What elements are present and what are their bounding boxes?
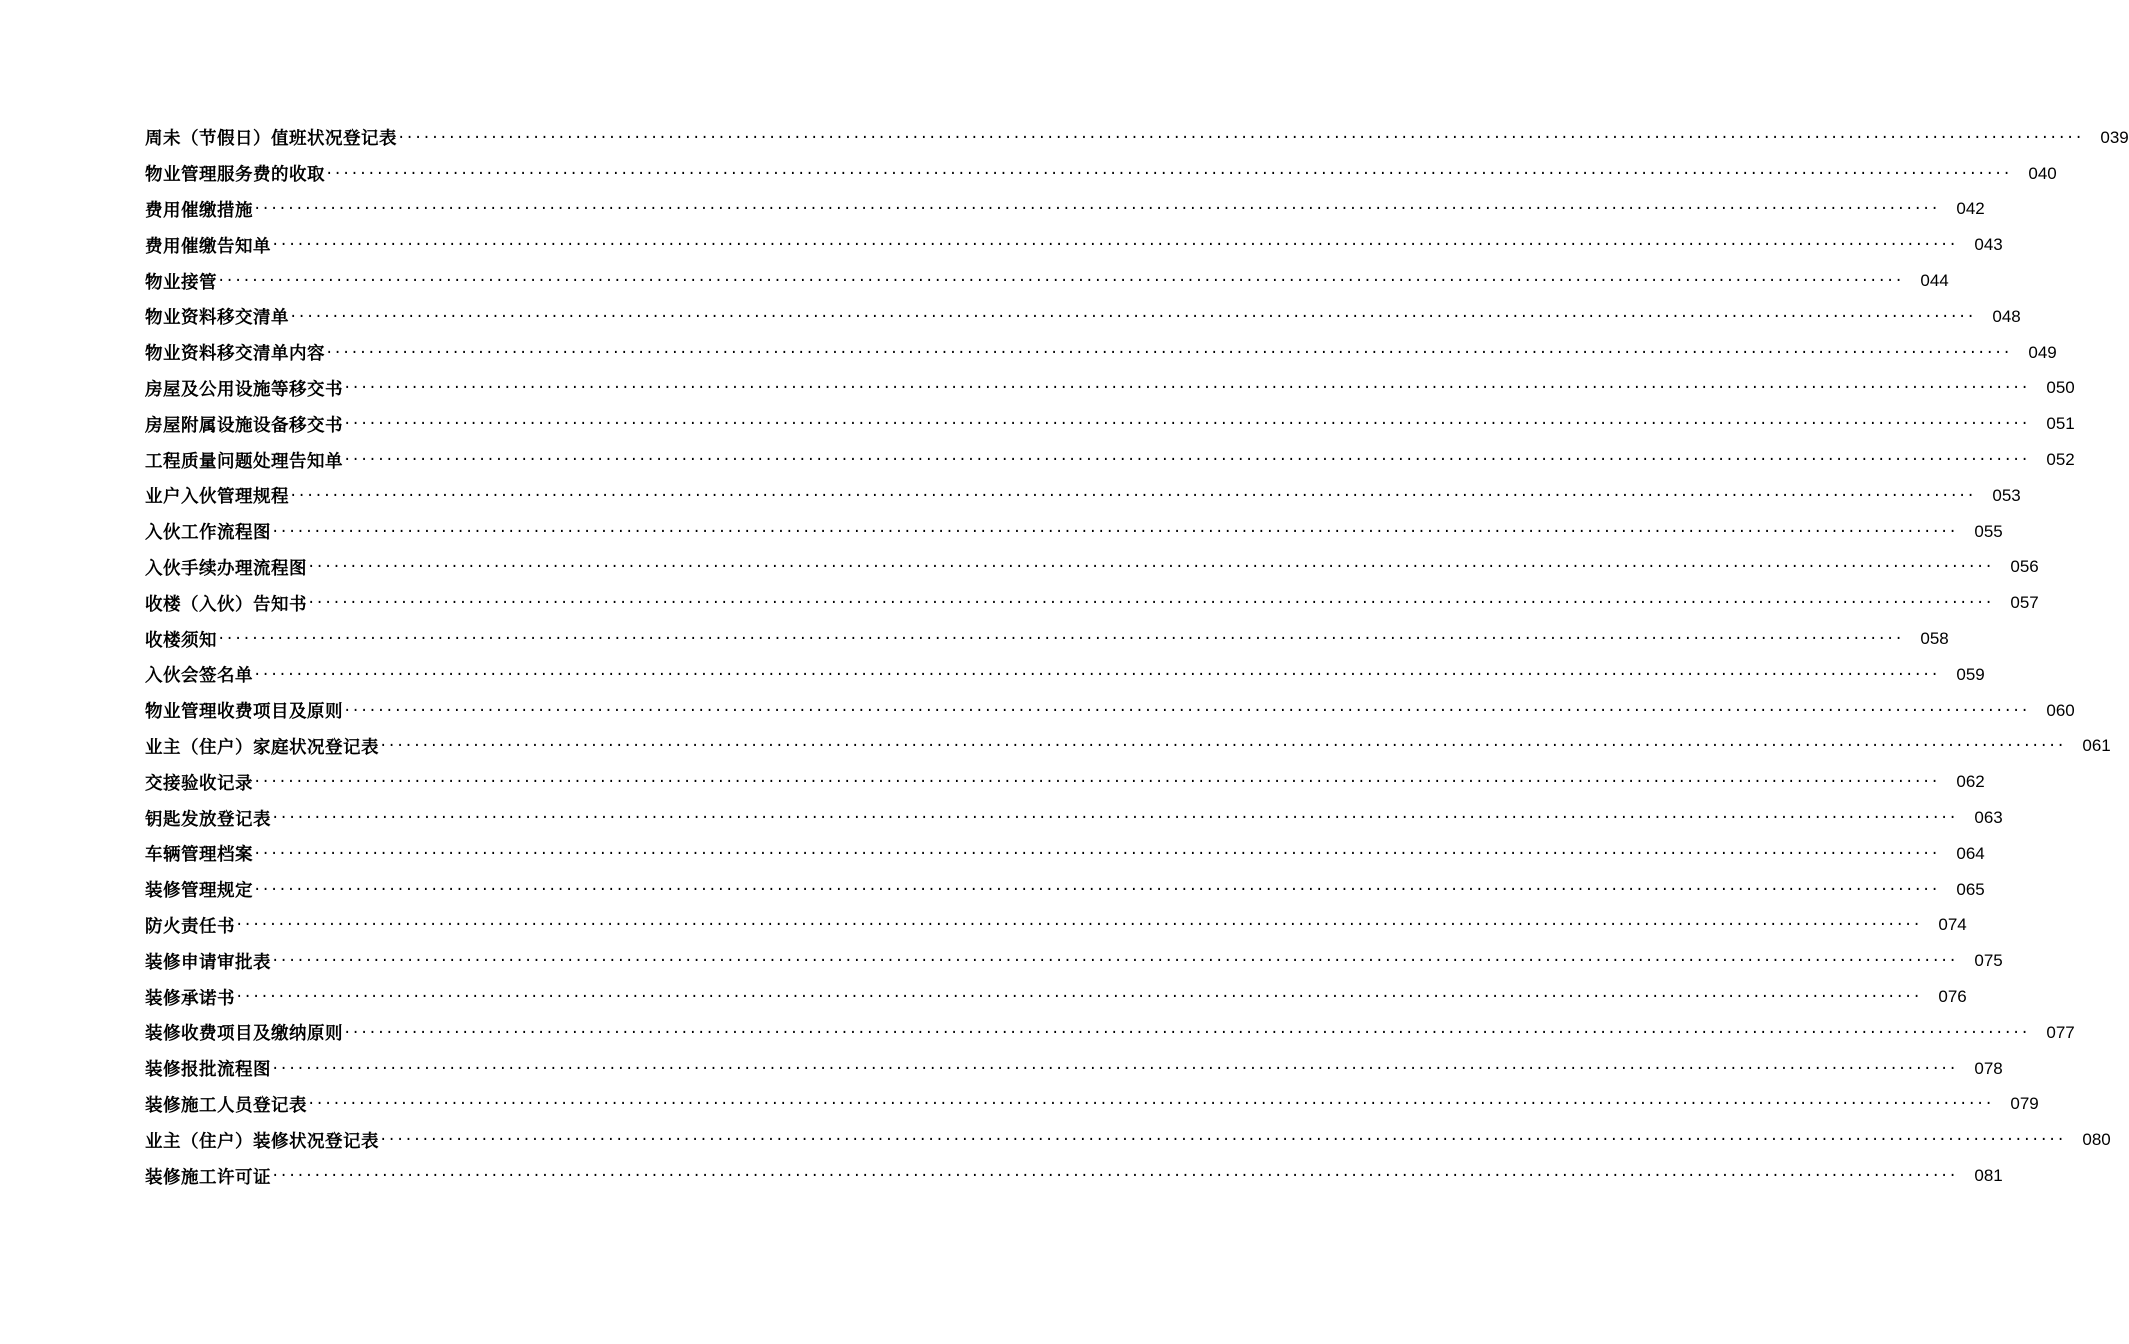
toc-entry-page: 055 [1974,521,2003,541]
toc-leader-dots: ········································································································································································································ [397,129,2083,146]
toc-entry[interactable] [145,836,1985,872]
toc-entry-title: 车辆管理档案 [145,845,253,866]
toc-entry-page: 077 [2046,1022,2075,1042]
toc-entry-title: 装修申请审批表 [145,952,271,973]
toc-leader-dots: ········································································································································································································ [379,738,2065,755]
toc-entry[interactable] [145,514,2003,550]
toc-entry[interactable] [145,585,2039,621]
toc-leader-dots: ········································································································································································································ [307,559,1993,576]
toc-leader-dots: ········································································································································································································ [307,595,1993,612]
toc-leader-dots: ········································································································································································································ [343,1024,2029,1041]
toc-leader-dots: ········································································································································································································ [271,953,1957,970]
toc-entry-title: 交接验收记录 [145,773,253,794]
toc-entry-title: 装修报批流程图 [145,1060,271,1081]
toc-entry[interactable] [145,335,2057,371]
toc-leader-dots: ········································································································································································································ [253,774,1939,791]
toc-entry-title: 装修承诺书 [145,988,235,1009]
toc-entry-title: 费用催缴措施 [145,200,253,221]
toc-entry-page: 044 [1920,271,1949,291]
toc-entry-title: 物业管理服务费的收取 [145,165,325,186]
toc-entry[interactable] [145,478,2021,514]
toc-leader-dots: ········································································································································································································ [217,631,1903,648]
toc-entry-title: 收楼（入伙）告知书 [145,594,307,615]
table-of-contents [145,120,2129,1194]
toc-entry-title: 入伙手续办理流程图 [145,558,307,579]
toc-entry[interactable] [145,1015,2075,1051]
toc-leader-dots: ········································································································································································································ [271,523,1957,540]
toc-entry-page: 049 [2028,342,2057,362]
toc-leader-dots: ········································································································································································································ [271,237,1957,254]
toc-entry-title: 入伙会签名单 [145,666,253,687]
toc-entry[interactable] [145,550,2039,586]
toc-leader-dots: ········································································································································································································ [253,201,1939,218]
toc-entry-title: 收楼须知 [145,630,217,651]
toc-entry-page: 061 [2082,736,2111,756]
toc-entry[interactable] [145,192,1985,228]
toc-entry-title: 装修施工许可证 [145,1167,271,1188]
toc-entry[interactable] [145,908,1967,944]
toc-leader-dots: ········································································································································································································ [343,702,2029,719]
toc-entry-title: 防火责任书 [145,916,235,937]
toc-entry-title: 装修管理规定 [145,881,253,902]
toc-entry[interactable] [145,729,2111,765]
toc-entry-page: 048 [1992,306,2021,326]
toc-entry-title: 工程质量问题处理告知单 [145,451,343,472]
toc-leader-dots: ········································································································································································································ [379,1132,2065,1149]
toc-leader-dots: ········································································································································································································ [235,989,1921,1006]
toc-entry[interactable] [145,442,2075,478]
toc-entry[interactable] [145,657,1985,693]
toc-entry[interactable] [145,872,1985,908]
toc-entry-page: 060 [2046,700,2075,720]
toc-entry-page: 039 [2100,127,2129,147]
toc-entry-title: 物业接管 [145,272,217,293]
toc-entry[interactable] [145,1051,2003,1087]
toc-entry[interactable] [145,120,2129,156]
toc-leader-dots: ········································································································································································································ [343,416,2029,433]
toc-entry-title: 入伙工作流程图 [145,523,271,544]
toc-leader-dots: ········································································································································································································ [271,810,1957,827]
toc-entry-title: 钥匙发放登记表 [145,809,271,830]
toc-entry-page: 065 [1956,879,1985,899]
toc-entry[interactable] [145,979,1967,1015]
toc-entry-title: 房屋附属设施设备移交书 [145,415,343,436]
toc-entry-page: 078 [1974,1058,2003,1078]
toc-entry[interactable] [145,1158,2003,1194]
toc-entry-title: 周未（节假日）值班状况登记表 [145,129,397,150]
toc-entry[interactable] [145,943,2003,979]
toc-leader-dots: ········································································································································································································ [325,344,2011,361]
toc-entry-page: 050 [2046,378,2075,398]
toc-entry[interactable] [145,1087,2039,1123]
toc-leader-dots: ········································································································································································································ [343,380,2029,397]
toc-entry-title: 装修施工人员登记表 [145,1095,307,1116]
toc-leader-dots: ········································································································································································································ [289,308,1975,325]
toc-entry-page: 075 [1974,951,2003,971]
toc-leader-dots: ········································································································································································································ [217,273,1903,290]
toc-entry-title: 业户入伙管理规程 [145,487,289,508]
toc-leader-dots: ········································································································································································································ [235,917,1921,934]
toc-entry[interactable] [145,693,2075,729]
toc-entry-page: 074 [1938,915,1967,935]
toc-entry-title: 装修收费项目及缴纳原则 [145,1024,343,1045]
toc-entry-page: 040 [2028,163,2057,183]
toc-leader-dots: ········································································································································································································ [325,165,2011,182]
toc-entry-page: 043 [1974,235,2003,255]
toc-entry-page: 064 [1956,843,1985,863]
toc-entry[interactable] [145,406,2075,442]
toc-entry-page: 079 [2010,1094,2039,1114]
toc-entry-page: 051 [2046,414,2075,434]
toc-entry[interactable] [145,299,2021,335]
toc-entry[interactable] [145,371,2075,407]
toc-entry[interactable] [145,800,2003,836]
toc-entry[interactable] [145,621,1949,657]
toc-entry-page: 052 [2046,450,2075,470]
toc-leader-dots: ········································································································································································································ [253,881,1939,898]
toc-entry[interactable] [145,764,1985,800]
toc-entry-title: 房屋及公用设施等移交书 [145,379,343,400]
toc-entry-page: 076 [1938,987,1967,1007]
toc-entry-title: 业主（住户）装修状况登记表 [145,1131,379,1152]
toc-leader-dots: ········································································································································································································ [253,666,1939,683]
toc-entry-title: 费用催缴告知单 [145,236,271,257]
toc-leader-dots: ········································································································································································································ [343,452,2029,469]
toc-entry-page: 059 [1956,664,1985,684]
toc-entry-title: 物业资料移交清单 [145,308,289,329]
toc-entry[interactable] [145,1122,2111,1158]
toc-leader-dots: ········································································································································································································ [307,1096,1993,1113]
toc-entry-page: 053 [1992,485,2021,505]
toc-entry[interactable] [145,263,1949,299]
toc-leader-dots: ········································································································································································································ [271,1168,1957,1184]
toc-entry-title: 物业资料移交清单内容 [145,344,325,365]
toc-entry[interactable] [145,227,2003,263]
toc-entry[interactable] [145,156,2057,192]
toc-entry-page: 062 [1956,772,1985,792]
toc-entry-page: 080 [2082,1130,2111,1150]
toc-leader-dots: ········································································································································································································ [271,1060,1957,1077]
toc-entry-page: 063 [1974,808,2003,828]
toc-leader-dots: ········································································································································································································ [289,487,1975,504]
toc-entry-title: 物业管理收费项目及原则 [145,702,343,723]
toc-entry-title: 业主（住户）家庭状况登记表 [145,737,379,758]
toc-entry-page: 042 [1956,199,1985,219]
toc-entry-page: 056 [2010,557,2039,577]
toc-entry-page: 058 [1920,629,1949,649]
toc-entry-page: 081 [1974,1166,2003,1185]
toc-entry-page: 057 [2010,593,2039,613]
toc-leader-dots: ········································································································································································································ [253,845,1939,862]
